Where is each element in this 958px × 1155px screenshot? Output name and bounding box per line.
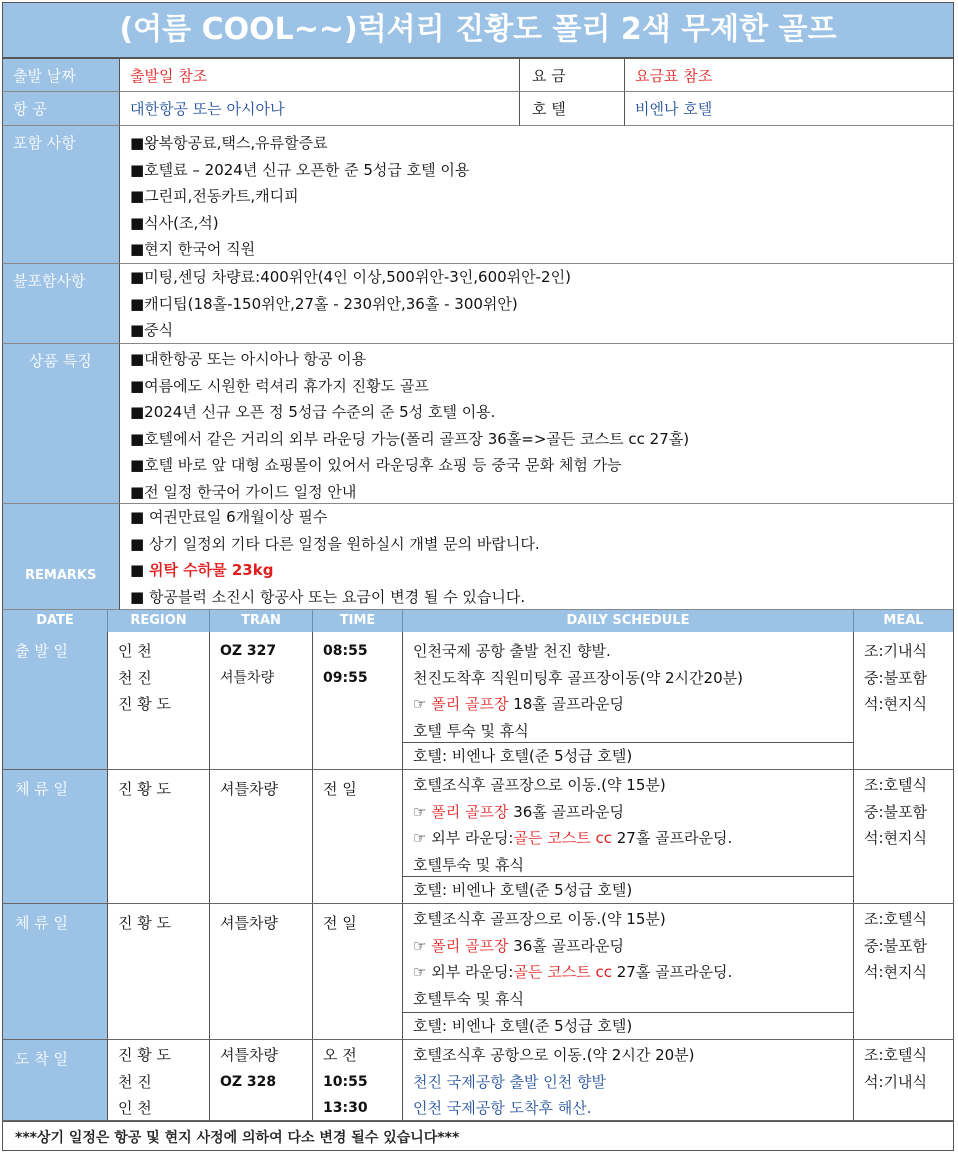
day-time	[313, 1040, 403, 1120]
day-meal	[854, 904, 954, 1039]
time-item: 08:55	[323, 643, 368, 659]
remarks-section	[2, 504, 954, 610]
remark-item: ■ 상기 일정외 기타 다른 일정을 원하실시 개별 문의 바랍니다.	[130, 534, 540, 553]
excluded-label: 불포함사항	[2, 264, 120, 344]
time-item: 전 일	[323, 780, 357, 798]
airline-row	[2, 92, 954, 126]
fare-label: 요 금	[520, 59, 625, 92]
transport-item: OZ 328	[220, 1073, 277, 1090]
remark-item: ■ 항공블럭 소진시 항공사 또는 요금이 변경 될 수 있습니다.	[130, 587, 526, 606]
included-item: ■그린피,전동카트,캐디피	[130, 187, 299, 205]
golf-icon: ☞	[413, 802, 432, 821]
remarks-label: REMARKS	[2, 504, 120, 610]
meal-item: 중:불포함	[864, 802, 928, 821]
excluded-section	[2, 264, 954, 344]
schedule-text: ☞ 외부 라운딩:	[413, 963, 514, 981]
header-tran: TRAN	[210, 610, 313, 632]
departure-label: 출발 날짜	[2, 59, 120, 92]
airline-label: 항 공	[2, 92, 120, 126]
day-time	[313, 632, 403, 769]
meal-item: 중:불포함	[864, 936, 928, 955]
day-schedule	[403, 770, 854, 903]
feature-item: ■전 일정 한국어 가이드 일정 안내	[130, 482, 357, 501]
transport-item: OZ 327	[220, 643, 277, 659]
golf-course-name: 골든 코스트 cc	[513, 963, 612, 981]
transport-item: 셔틀차량	[220, 669, 275, 686]
schedule-line	[413, 825, 843, 852]
page-title: (여름 COOL~~)럭셔리 진황도 폴리 2색 무제한 골프	[2, 2, 954, 58]
features-label: 상품 특징	[2, 344, 120, 504]
day-region	[108, 632, 210, 769]
transport-item: 셔틀차량	[220, 914, 278, 932]
meal-item: 석:현지식	[864, 963, 928, 981]
header-region: REGION	[108, 610, 210, 632]
meal-item: 조:호텔식	[864, 910, 928, 928]
day-transport	[210, 904, 313, 1039]
departure-row	[2, 58, 954, 92]
feature-item: ■호텔 바로 앞 대형 쇼핑몰이 있어서 라운딩후 쇼핑 등 중국 문화 체험 가능	[130, 456, 622, 474]
remark-bullet: ■	[130, 561, 149, 579]
footer-note: ***상기 일정은 항공 및 현지 사정에 의하여 다소 변경 될수 있습니다***	[2, 1121, 954, 1151]
schedule-text: 27홀 골프라운딩.	[611, 963, 733, 981]
header-meal: MEAL	[854, 610, 954, 632]
header-time: TIME	[313, 610, 403, 632]
region-item: 천 진	[118, 668, 152, 687]
schedule-line: 천진도착후 직원미팅후 골프장이동(약 2시간20분)	[413, 668, 743, 687]
region-item: 인 천	[118, 642, 152, 660]
excluded-item: ■중식	[130, 321, 174, 339]
day-date: 도 착 일	[2, 1040, 108, 1120]
meal-item: 석:현지식	[864, 695, 928, 713]
day-transport	[210, 1040, 313, 1120]
golf-course-name: 폴리 골프장	[431, 802, 509, 821]
time-item: 13:30	[323, 1100, 368, 1116]
feature-item: ■여름에도 시원한 럭셔리 휴가지 진황도 골프	[130, 376, 429, 395]
hotel-label: 호 텔	[520, 92, 625, 126]
day-meal	[854, 1040, 954, 1120]
meal-item: 조:호텔식	[864, 776, 928, 794]
time-item: 10:55	[323, 1073, 368, 1090]
day-date: 체 류 일	[2, 770, 108, 903]
schedule-line: 천진 국제공항 출발 인천 향발	[413, 1072, 606, 1091]
region-item: 진 황 도	[118, 914, 172, 932]
region-item: 천 진	[118, 1072, 152, 1091]
time-item: 09:55	[323, 669, 368, 686]
schedule-line	[413, 691, 843, 718]
included-list	[120, 126, 954, 264]
day-region	[108, 1040, 210, 1120]
departure-value: 출발일 참조	[120, 59, 520, 92]
day-hotel: 호텔: 비엔나 호텔(준 5성급 호텔)	[403, 876, 853, 903]
included-item: ■왕복항공료,택스,유류할증료	[130, 134, 328, 152]
schedule-line	[413, 799, 843, 826]
included-section	[2, 126, 954, 264]
day-transport	[210, 632, 313, 769]
schedule-text: 36홀 골프라운딩	[508, 936, 625, 955]
day-transport	[210, 770, 313, 903]
day-meal	[854, 770, 954, 903]
golf-icon: ☞	[413, 695, 432, 713]
features-section	[2, 344, 954, 504]
golf-course-name: 폴리 골프장	[431, 695, 509, 713]
schedule-line: 호텔조식후 공항으로 이동.(약 2시간 20분)	[413, 1046, 695, 1064]
schedule-line	[413, 959, 843, 986]
included-item: ■현지 한국어 직원	[130, 240, 256, 258]
region-item: 진 황 도	[118, 695, 172, 713]
airline-value: 대한항공 또는 아시아나	[120, 92, 520, 126]
day-schedule	[403, 1040, 854, 1120]
meal-item: 조:기내식	[864, 642, 928, 660]
included-label: 포함 사항	[2, 126, 120, 264]
day-row-2	[2, 770, 954, 904]
included-item: ■호텔료 – 2024년 신규 오픈한 준 5성급 호텔 이용	[130, 160, 470, 179]
excluded-item: ■미팅,센딩 차량료:400위안(4인 이상,500위안-3인,600위안-2인)	[130, 268, 571, 286]
transport-item: 셔틀차량	[220, 780, 278, 798]
hotel-value: 비엔나 호텔	[625, 92, 954, 126]
meal-item: 조:호텔식	[864, 1046, 928, 1064]
day-region	[108, 904, 210, 1039]
schedule-line: 호텔 투숙 및 휴식	[413, 721, 529, 740]
day-meal	[854, 632, 954, 769]
schedule-line: 호텔조식후 골프장으로 이동.(약 15분)	[413, 776, 666, 794]
day-schedule	[403, 632, 854, 769]
golf-course-name: 골든 코스트 cc	[513, 829, 612, 847]
header-date: DATE	[2, 610, 108, 632]
feature-item: ■호텔에서 같은 거리의 외부 라운딩 가능(폴리 골프장 36홀=>골든 코스트 cc 27홀)	[130, 429, 690, 448]
schedule-text: ☞ 외부 라운딩:	[413, 829, 514, 847]
schedule-line: 인천국제 공항 출발 천진 향발.	[413, 642, 611, 660]
meal-item: 석:현지식	[864, 829, 928, 847]
feature-item: ■대한항공 또는 아시아나 항공 이용	[130, 350, 367, 368]
time-item: 오 전	[323, 1046, 357, 1064]
day-date: 체 류 일	[2, 904, 108, 1039]
transport-item: 셔틀차량	[220, 1046, 278, 1064]
schedule-line	[413, 933, 843, 960]
schedule-text: 36홀 골프라운딩	[508, 802, 625, 821]
schedule-text: 18홀 골프라운딩	[508, 695, 625, 713]
schedule-line: 호텔투숙 및 휴식	[413, 989, 524, 1008]
header-daily-schedule: DAILY SCHEDULE	[403, 610, 854, 632]
schedule-line: 인천 국제공항 도착후 해산.	[413, 1099, 592, 1117]
day-region	[108, 770, 210, 903]
schedule-text: 27홀 골프라운딩.	[611, 829, 733, 847]
region-item: 진 황 도	[118, 1046, 172, 1064]
included-item: ■식사(조,석)	[130, 213, 219, 232]
day-time	[313, 904, 403, 1039]
excluded-list	[120, 264, 954, 344]
schedule-line: 호텔투숙 및 휴식	[413, 855, 524, 874]
features-list	[120, 344, 954, 504]
day-date: 출 발 일	[2, 632, 108, 769]
day-row-3	[2, 904, 954, 1040]
feature-item: ■2024년 신규 오픈 정 5성급 수준의 준 5성 호텔 이용.	[130, 403, 496, 421]
remark-item-baggage	[130, 557, 943, 584]
remark-item: ■ 여권만료일 6개월이상 필수	[130, 508, 328, 526]
day-row-4	[2, 1040, 954, 1121]
day-row-1	[2, 632, 954, 770]
excluded-item: ■캐디팁(18홀-150위안,27홀 - 230위안,36홀 - 300위안)	[130, 294, 518, 313]
fare-value: 요금표 참조	[625, 59, 954, 92]
golf-course-name: 폴리 골프장	[431, 936, 509, 955]
day-hotel: 호텔: 비엔나 호텔(준 5성급 호텔)	[403, 1012, 853, 1039]
baggage-allowance: 위탁 수하물 23kg	[148, 561, 274, 579]
meal-item: 중:불포함	[864, 668, 928, 687]
day-hotel: 호텔: 비엔나 호텔(준 5성급 호텔)	[403, 742, 853, 769]
remarks-list	[120, 504, 954, 610]
time-item: 전 일	[323, 914, 357, 932]
region-item: 진 황 도	[118, 780, 172, 798]
meal-item: 석:기내식	[864, 1072, 928, 1091]
golf-icon: ☞	[413, 936, 432, 955]
region-item: 인 천	[118, 1099, 152, 1117]
day-schedule	[403, 904, 854, 1039]
schedule-line: 호텔조식후 골프장으로 이동.(약 15분)	[413, 910, 666, 928]
day-time	[313, 770, 403, 903]
